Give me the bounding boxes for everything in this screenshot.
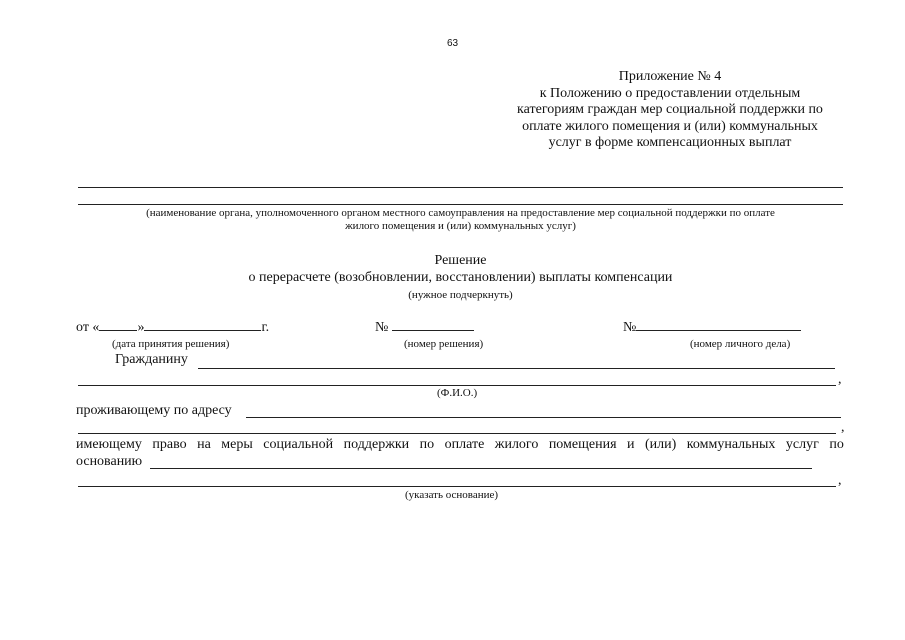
comma: ,	[838, 473, 842, 488]
word: социальной	[263, 437, 334, 452]
date-row	[76, 319, 269, 336]
number-caption: (номер решения)	[404, 338, 484, 350]
address-field-2[interactable]	[78, 433, 836, 434]
appendix-line: категориям граждан мер социальной поддержки по	[517, 102, 823, 117]
word: поддержки	[343, 437, 410, 452]
decision-number-field[interactable]	[392, 319, 474, 331]
month-year-field[interactable]	[144, 319, 261, 331]
citizen-label: Гражданину	[115, 352, 188, 367]
fio-caption: (Ф.И.О.)	[437, 387, 478, 399]
appendix-title: Приложение № 4	[618, 69, 722, 84]
address-label: проживающему по адресу	[76, 403, 232, 418]
case-number-row	[623, 319, 801, 336]
word: право	[152, 437, 187, 452]
word: (или)	[645, 437, 677, 452]
word: услуг	[785, 437, 819, 452]
word: коммунальных	[686, 437, 776, 452]
year-suffix: г.	[261, 320, 270, 335]
comma: ,	[838, 372, 842, 387]
decision-number-row	[375, 319, 474, 336]
address-field[interactable]	[246, 417, 841, 418]
case-number-field[interactable]	[636, 319, 801, 331]
basis-field[interactable]	[150, 468, 812, 469]
case-number-sign: №	[623, 320, 637, 335]
case-caption: (номер личного дела)	[690, 338, 791, 350]
appendix-line: услуг в форме компенсационных выплат	[548, 135, 792, 150]
appendix-header	[490, 69, 850, 152]
organ-name-line-1	[78, 187, 843, 188]
organ-name-line-2	[78, 204, 843, 205]
organ-caption-line: (наименование органа, уполномоченного органом местного самоуправления на предоставление мер социальной поддержки по оплате	[146, 207, 775, 219]
number-sign: №	[375, 320, 389, 335]
word: на	[197, 437, 211, 452]
word: и	[627, 437, 635, 452]
word: по	[829, 437, 844, 452]
comma: ,	[841, 420, 845, 435]
date-caption: (дата принятия решения)	[112, 338, 230, 350]
appendix-line: оплате жилого помещения и (или) коммунальных	[522, 118, 818, 134]
organ-caption	[78, 207, 843, 233]
page-number: 63	[446, 38, 459, 49]
word: жилого	[494, 437, 539, 452]
word: меры	[221, 437, 253, 452]
word: по	[419, 437, 435, 452]
decision-hint: (нужное подчеркнуть)	[408, 289, 513, 301]
decision-subtitle: о перерасчете (возобновлении, восстановлении) выплаты компенсации	[248, 270, 673, 285]
date-prefix: от «	[76, 320, 100, 335]
word: имеющему	[76, 437, 142, 452]
day-field[interactable]	[99, 319, 137, 331]
basis-field-2[interactable]	[78, 486, 836, 487]
word: оплате	[444, 437, 485, 452]
basis-caption: (указать основание)	[405, 489, 499, 501]
decision-title: Решение	[434, 253, 487, 268]
right-statement	[76, 437, 844, 453]
citizen-name-field[interactable]	[198, 368, 835, 369]
word: помещения	[548, 437, 617, 452]
organ-caption-line: жилого помещения и (или) коммунальных услуг)	[345, 220, 576, 232]
basis-label: основанию	[76, 454, 143, 469]
citizen-name-field-2[interactable]	[78, 385, 836, 386]
appendix-line: к Положению о предоставлении отдельным	[539, 85, 801, 101]
date-quote: »	[137, 320, 145, 335]
